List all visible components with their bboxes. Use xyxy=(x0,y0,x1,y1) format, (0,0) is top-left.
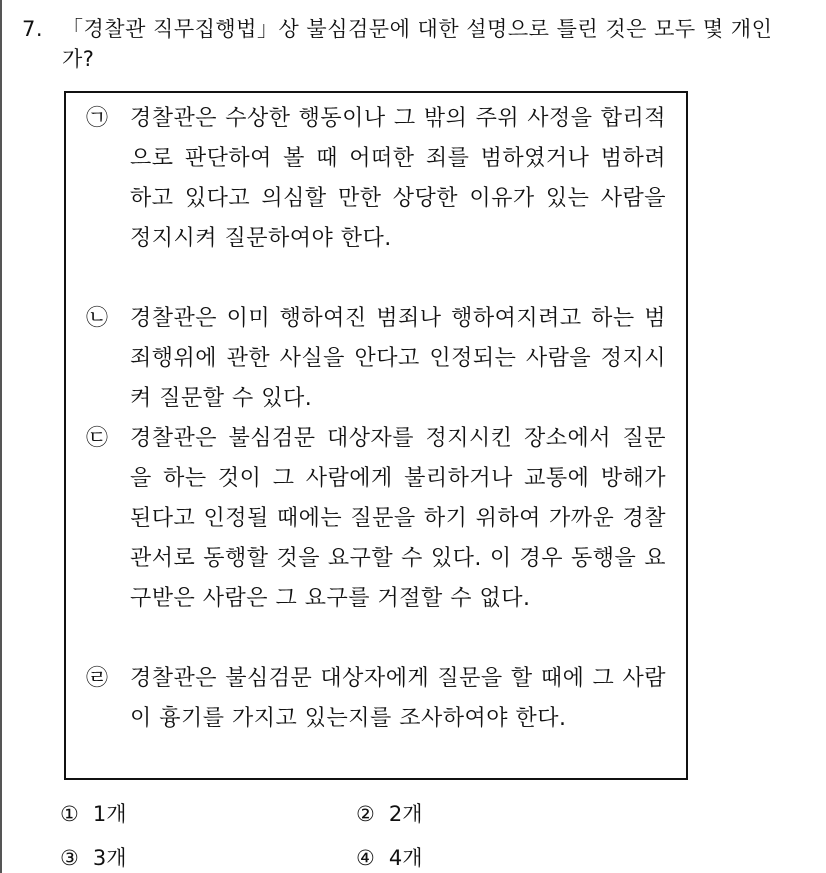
statement-item xyxy=(86,419,666,619)
option-number: ③ xyxy=(60,846,79,870)
statement-text: 경찰관은 불심검문 대상자를 정지시킨 장소에서 질문을 하는 것이 그 사람에게 불리하거나 교통에 방해가 된다고 인정될 때에는 질문을 하기 위하여 가까운 경찰관서로 동행할 것을 요구할 수 있다. 이 경우 동행을 요구받은 사람은 그 요구를 거절할 수 없다. xyxy=(130,426,666,611)
option-label: 2개 xyxy=(388,802,423,826)
statement-item xyxy=(86,99,666,259)
question-text: 「경찰관 직무집행법」상 불심검문에 대한 설명으로 틀린 것은 모두 몇 개인가? xyxy=(62,17,773,71)
statements-box xyxy=(64,91,688,780)
option-number: ② xyxy=(356,802,375,826)
question-stem xyxy=(22,14,802,74)
option-label: 3개 xyxy=(92,846,127,870)
option-number: ④ xyxy=(356,846,375,870)
answer-option-2[interactable] xyxy=(356,799,422,829)
statement-marker: ㉢ xyxy=(86,426,109,451)
option-number: ① xyxy=(60,802,79,826)
answer-option-1[interactable] xyxy=(60,799,126,829)
statement-marker: ㉣ xyxy=(86,666,109,691)
statement-item xyxy=(86,659,666,739)
statement-marker: ㉠ xyxy=(86,106,109,131)
page-left-border xyxy=(0,0,2,873)
option-label: 4개 xyxy=(388,846,423,870)
statement-item xyxy=(86,299,666,419)
answer-option-4[interactable] xyxy=(356,843,422,873)
statement-text: 경찰관은 수상한 행동이나 그 밖의 주위 사정을 합리적으로 판단하여 볼 때 어떠한 죄를 범하였거나 범하려 하고 있다고 의심할 만한 상당한 이유가 있는 사람을 정지시켜 질문하여야 한다. xyxy=(130,106,666,251)
statement-text: 경찰관은 이미 행하여진 범죄나 행하여지려고 하는 범죄행위에 관한 사실을 안다고 인정되는 사람을 정지시켜 질문할 수 있다. xyxy=(130,306,666,411)
option-label: 1개 xyxy=(92,802,127,826)
statement-text: 경찰관은 불심검문 대상자에게 질문을 할 때에 그 사람이 흉기를 가지고 있는지를 조사하여야 한다. xyxy=(130,666,666,731)
statement-marker: ㉡ xyxy=(86,306,109,331)
question-number: 7. xyxy=(22,17,44,41)
answer-option-3[interactable] xyxy=(60,843,126,873)
